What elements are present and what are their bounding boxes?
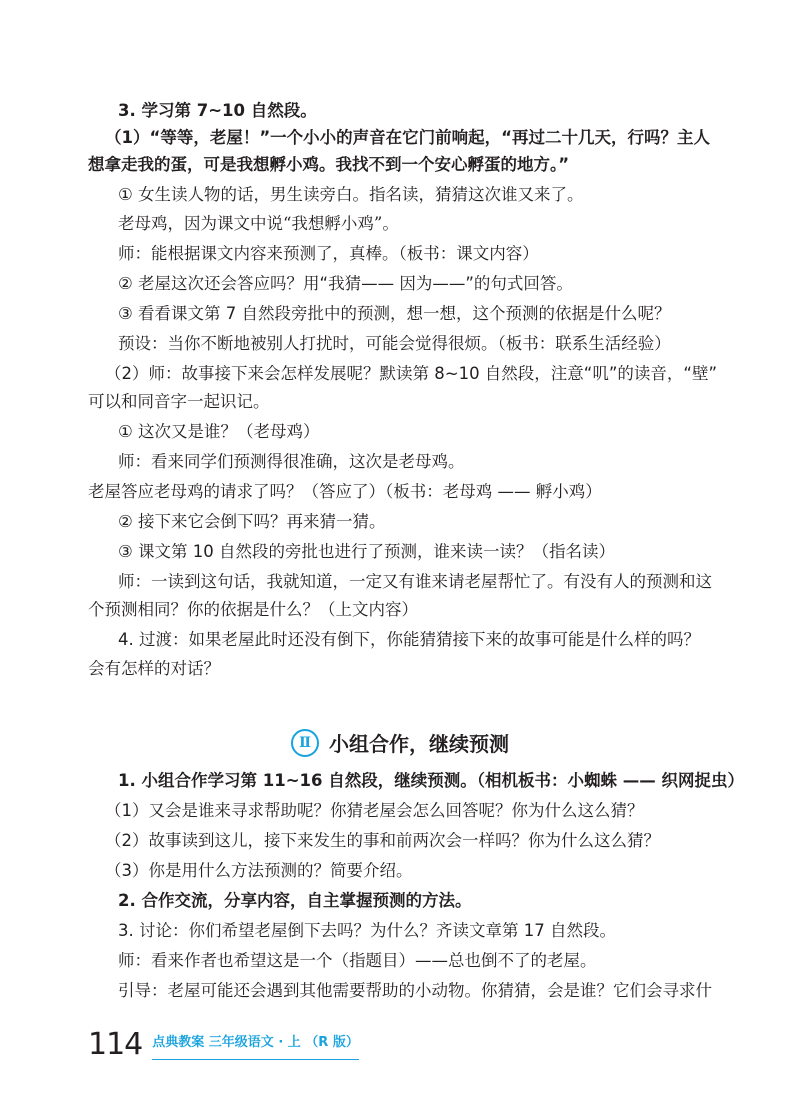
text-line-guide: 引导：老屋可能还会遇到其他需要帮助的小动物。你猜猜，会是谁？它们会寻求什	[118, 981, 712, 1000]
book-title-label: 点典教案 三年级语文 · 上 （R 版）	[152, 1035, 359, 1060]
text-line-teacher-3b: 个预测相同？你的依据是什么？（上文内容）	[88, 600, 418, 619]
text-line-step-2b: ② 接下来它会倒下吗？再来猜一猜。	[118, 512, 386, 531]
text-line-group-1	[118, 770, 800, 792]
text-line-step-1: ① 女生读人物的话，男生读旁白。指名读，猜猜这次谁又来了。	[118, 185, 584, 204]
text-line-group-q1: （1）又会是谁来寻求帮助呢？你猜老屋会怎么回答呢？你为什么这么猜？	[105, 801, 644, 820]
text-line-item4-b: 会有怎样的对话？	[88, 659, 220, 678]
text-line-part-2a: （2）师：故事接下来会怎样发展呢？默读第 8~10 自然段，注意“叽”的读音，“壁”	[105, 364, 717, 383]
text-line-group-q2: （2）故事读到这儿，接下来发生的事和前两次会一样吗？你为什么这么猜？	[105, 831, 660, 850]
text-line-teacher-4: 师：看来作者也希望这是一个（指题目）——总也倒不了的老屋。	[118, 951, 597, 970]
section-heading	[0, 728, 800, 762]
text-line-preset: 预设：当你不断地被别人打扰时，可能会觉得很烦。（板书：联系生活经验）	[118, 334, 671, 353]
page-number: 114	[88, 1027, 143, 1062]
text-line-group-1-text: 1. 小组合作学习第 11~16 自然段，继续预测。（相机板书：小蜘蛛 —— 织网捉虫）	[118, 771, 744, 790]
section-number-badge: Ⅱ	[291, 729, 319, 757]
text-line-answer-1: 老母鸡，因为课文中说“我想孵小鸡”。	[118, 214, 399, 233]
text-line-item4-a: 4. 过渡：如果老屋此时还没有倒下，你能猜猜接下来的故事可能是什么样的吗？	[118, 630, 700, 649]
text-line-quote-2: 想拿走我的蛋，可是我想孵小鸡。我找不到一个安心孵蛋的地方。”	[88, 155, 570, 174]
text-line-group-2: 2. 合作交流，分享内容，自主掌握预测的方法。	[118, 891, 472, 910]
text-line-step-3: ③ 看看课文第 7 自然段旁批中的预测，想一想，这个预测的依据是什么呢？	[118, 304, 671, 323]
text-line-step-1b: ① 这次又是谁？（老母鸡）	[118, 422, 320, 441]
text-line-step-2: ② 老屋这次还会答应吗？用“我猜—— 因为——”的句式回答。	[118, 274, 573, 293]
page-footer	[88, 1020, 359, 1060]
text-line-quote-1: （1）“等等，老屋！”一个小小的声音在它门前响起，“再过二十几天，行吗？主人	[105, 128, 711, 147]
text-line-teacher-3a: 师：一读到这句话，我就知道，一定又有谁来请老屋帮忙了。有没有人的预测和这	[118, 572, 712, 591]
section-title: 小组合作，继续预测	[329, 732, 509, 756]
text-line-item3-heading: 3. 学习第 7~10 自然段。	[118, 101, 317, 120]
text-line-teacher-1: 师：能根据课文内容来预测了，真棒。（板书：课文内容）	[118, 244, 539, 263]
text-line-question-1: 老屋答应老母鸡的请求了吗？（答应了）（板书：老母鸡 —— 孵小鸡）	[88, 482, 602, 501]
text-line-step-3b: ③ 课文第 10 自然段的旁批也进行了预测，谁来读一读？（指名读）	[118, 542, 616, 561]
text-line-group-q3: （3）你是用什么方法预测的？简要介绍。	[105, 861, 413, 880]
text-line-part-2b: 可以和同音字一起识记。	[88, 392, 270, 411]
text-line-group-3: 3. 讨论：你们希望老屋倒下去吗？为什么？齐读文章第 17 自然段。	[118, 921, 616, 940]
text-line-teacher-2: 师：看来同学们预测得很准确，这次是老母鸡。	[118, 452, 465, 471]
